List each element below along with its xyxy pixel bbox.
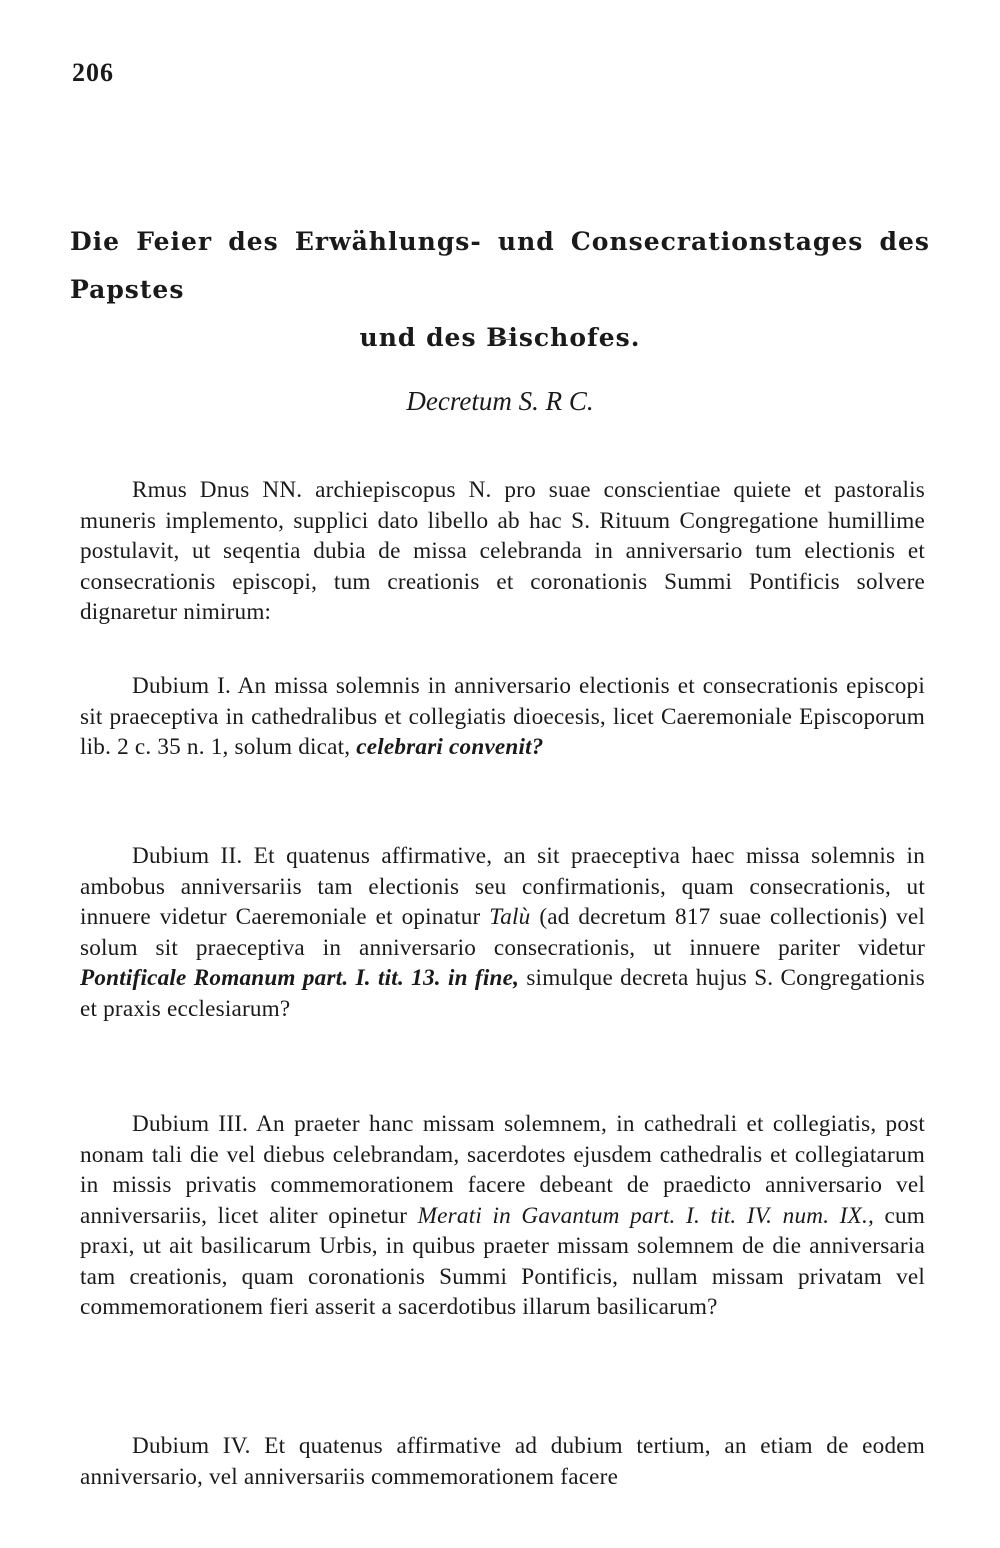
decree-title: Decretum S. R C.: [406, 386, 594, 416]
dubium-3-text-1: Dubium III. An praeter hanc missam solemnem, in cathedrali et collegiatis, post nonam tali die vel diebus celebrandam, sacerdotes ejusdem cathedralis et collegiatarum in missis privatis commemorationem facere debeant de praedicto anniversario vel anniversariis, licet aliter opinetur: [80, 1111, 925, 1229]
dubium-3-paragraph: [80, 1109, 925, 1323]
heading-line-1: Die Feier des Erwählungs- und Consecrationstages des Papstes: [70, 227, 930, 304]
section-heading: [70, 218, 930, 362]
intro-text: Rmus Dnus NN. archiepiscopus N. pro suae conscientiae quiete et pastoralis muneris implemento, supplici dato libello ab hac S. Rituum Congregatione humillime postulavit, ut seqentia dubia de missa celebranda in anniversario tum electionis et consecrationis episcopi, tum creationis et coronationis Summi Pontificis solvere dignaretur nimirum:: [80, 477, 925, 626]
dubium-1-paragraph: [80, 671, 925, 763]
dubium-3-reference: Merati in Gavantum part. I. tit. IV. num. IX.,: [417, 1202, 874, 1229]
dubium-4-text: Dubium IV. Et quatenus affirmative ad dubium tertium, an etiam de eodem anniversario, vel anniversariis commemorationem facere: [80, 1433, 925, 1490]
separator-rule: [492, 339, 512, 340]
dubium-2-paragraph: [80, 841, 925, 1024]
dubium-2-reference: Pontificale Romanum part. I. tit. 13. in fine,: [80, 965, 520, 992]
page-number: 206: [72, 58, 114, 87]
dubium-2-text-1: Dubium II. Et quatenus affirmative, an sit praeceptiva haec missa solemnis in ambobus anniversariis tam electionis seu confirmationis, quam consecrationis, ut innuere videtur Caeremoniale et opinatur: [80, 843, 925, 931]
intro-paragraph: [80, 475, 925, 628]
dubium-2-text-2: (ad decretum 817 suae collectionis) vel solum sit praeceptiva in anniversario consecrationis, ut innuere pariter videtur: [80, 904, 926, 961]
heading-line-2: und des Bischofes.: [359, 323, 641, 352]
dubium-2-text-3: simulque decreta hujus S. Congregationis et praxis ecclesiarum?: [80, 965, 925, 1022]
dubium-4-paragraph: [80, 1431, 925, 1492]
dubium-2-author: Talù: [489, 904, 531, 931]
dubium-3-text-2: cum praxi, ut ait basilicarum Urbis, in quibus praeter missam solemnem de die anniversaria tam creationis, quam coronationis Summi Pontificis, nullam missam privatam vel commemorationem fieri asserit a sacerdotibus illarum basilicarum?: [80, 1202, 925, 1321]
dubium-1-quote: celebrari convenit?: [356, 734, 544, 761]
dubium-1-text: Dubium I. An missa solemnis in anniversario electionis et consecrationis episcopi sit praeceptiva in cathedralibus et collegiatis dioecesis, licet Caeremoniale Episcoporum lib. 2 c. 35 n. 1, solum dicat,: [80, 673, 925, 761]
